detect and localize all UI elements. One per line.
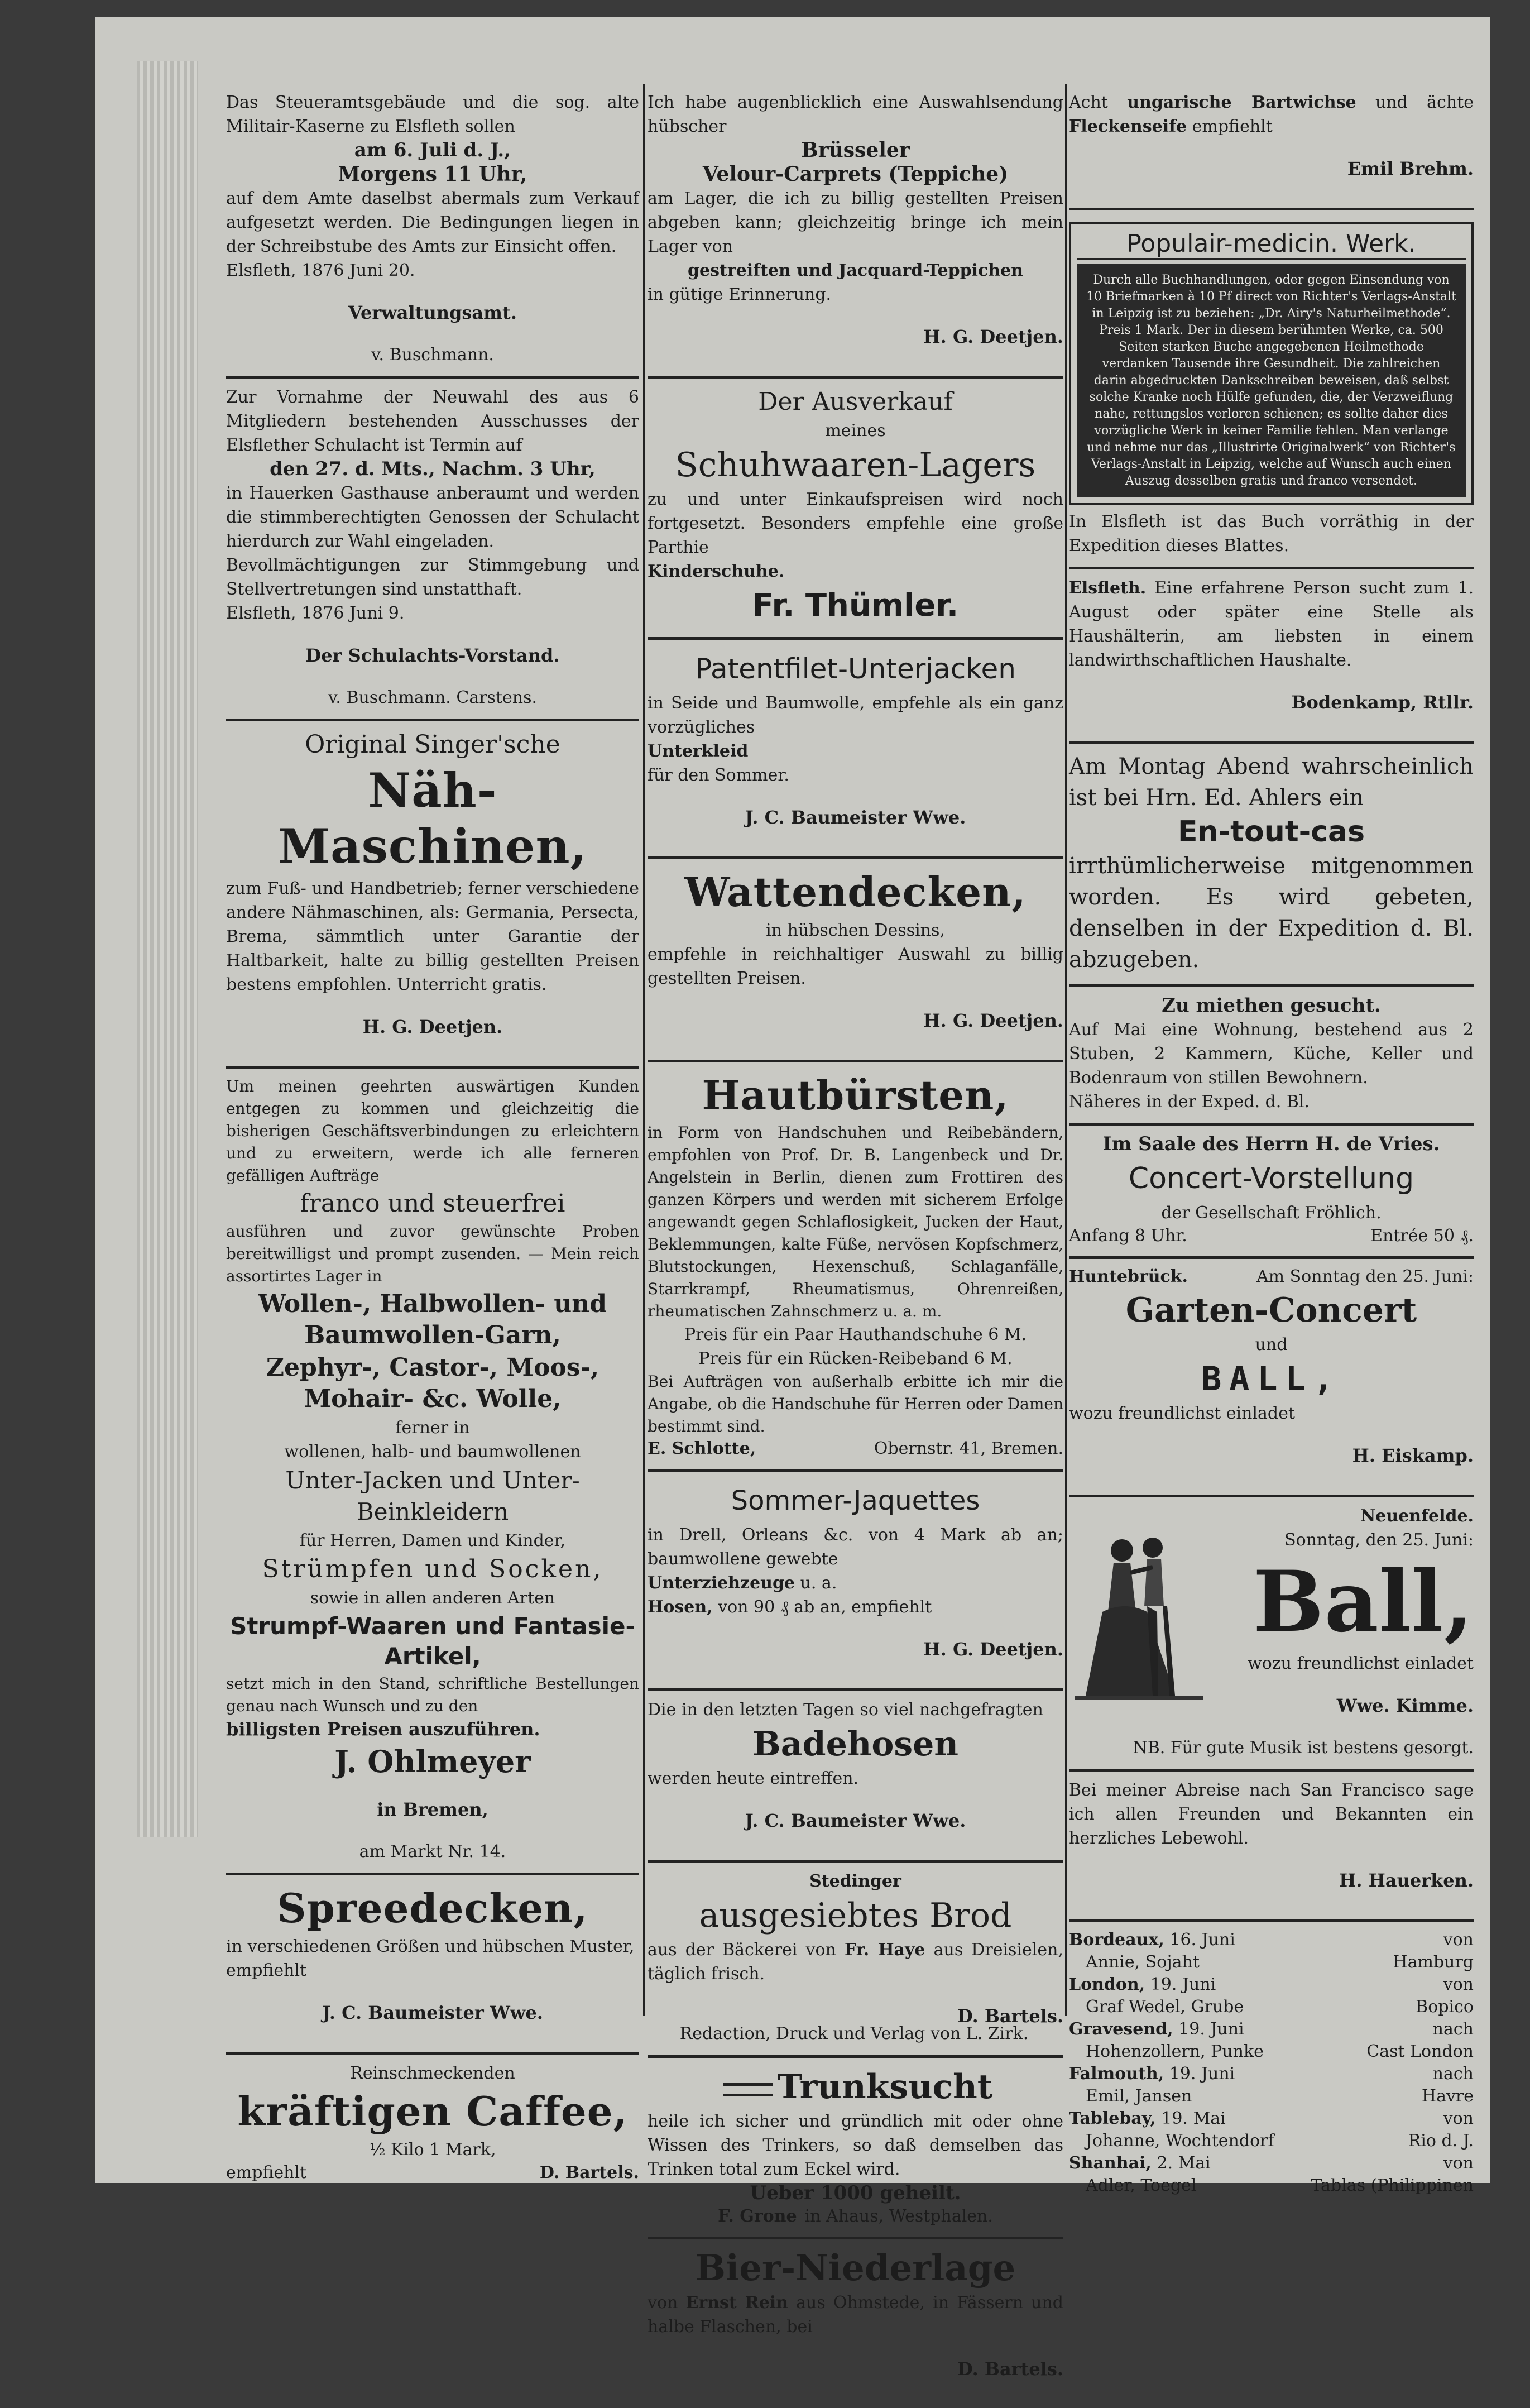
ship-destination: Havre — [1421, 2086, 1474, 2106]
ad-signer: H. Eiskamp. — [1352, 1445, 1474, 1466]
ad-ball-neuenfelde — [1069, 1497, 1474, 1772]
ship-name: Annie, Sojaht — [1086, 1952, 1200, 1972]
ad-title: Ball, — [1253, 1553, 1474, 1651]
ad-price1: Preis für ein Paar Hauthandschuhe 6 M. — [684, 1325, 1027, 1344]
ad-signer: H. G. Deetjen. — [362, 1016, 503, 1037]
ad-ohlmeyer — [226, 1069, 639, 1875]
ad-body: Zur Vornahme der Neuwahl des aus 6 Mitgliedern bestehenden Ausschusses der Elsflether Schulacht ist Termin auf — [226, 387, 639, 455]
ship-direction: von — [1443, 2109, 1474, 2128]
ad-concert-vorstellung — [1069, 1126, 1474, 1259]
ad-wool2: Zephyr-, Castor-, Moos-, Mohair- &c. Wolle, — [266, 1353, 599, 1413]
ad-b2: Velour-Carprets (Teppiche) — [702, 162, 1009, 186]
framed-ad — [1069, 222, 1474, 505]
ad-hosen-line — [648, 1595, 1063, 1619]
ship-direction: von — [1443, 1975, 1474, 1994]
ad-line1: Stedinger — [809, 1871, 901, 1891]
ad-title-row — [648, 2067, 1063, 2107]
ad-title: Näh-Maschinen, — [278, 763, 587, 874]
ad-title: Trunksucht — [777, 2067, 993, 2107]
ad-body: zu und unter Einkaufspreisen wird noch fortgesetzt. Besonders empfehle eine große Parthie — [648, 490, 1063, 557]
ad-body2: Näheres in der Exped. d. Bl. — [1069, 1092, 1310, 1112]
ad-unter: Unterziehzeuge — [648, 1573, 795, 1593]
ship-entry-head — [1069, 2063, 1474, 2085]
ad-body: der Gesellschaft Fröhlich. — [1161, 1203, 1382, 1223]
ad-hautbuersten — [648, 1062, 1063, 1472]
ad-title: Zu miethen gesucht. — [1162, 994, 1381, 1017]
ad-wohnung — [1069, 987, 1474, 1126]
ad-b1: ungarische Bartwichse — [1127, 93, 1356, 112]
ad-naehmaschinen — [226, 721, 639, 1069]
ad-owner: Ernst Rein — [685, 2293, 788, 2313]
ad-sign-row — [648, 1438, 1063, 1460]
ad-address: am Markt Nr. 14. — [359, 1842, 506, 1861]
ship-name: Johanne, Wochtendorf — [1086, 2131, 1274, 2151]
framed-ad-text: Durch alle Buchhandlungen, oder gegen Einsendung von 10 Briefmarken à 10 Pf direct von Richter's Verlags-Anstalt in Leipzig ist zu beziehen: „Dr. Airy's Naturheilmethode“. Preis 1 Mark. Der in diesem berühmten Werke, ca. 500 Seiten starken Buche angegebenen Heilmethode verdanken Tausende ihre Gesundheit. Die zahlreichen darin abgedruckten Dankschreiben beweisen, daß selbst solche Kranke noch Hülfe gefunden, die, der Verzweiflung nahe, rettungslos verloren schienen; es sollte daher dies vorzügliche Werk in keiner Familie fehlen. Man verlange und nehme nur das „Illustrirte Originalwerk“ von Richter's Verlags-Anstalt in Leipzig, welche auf Wunsch auch einen Auszug desselben gratis und franco versendet. — [1077, 264, 1466, 497]
ad-unterjacken — [648, 640, 1063, 859]
column-1 — [226, 84, 639, 2193]
ad-signer: J. C. Baumeister Wwe. — [322, 2002, 543, 2023]
ad-line — [1069, 90, 1474, 138]
dancing-couple-illustration — [1069, 1528, 1208, 1712]
ad-time-row — [1069, 1225, 1474, 1247]
ad-signer: Fr. Thümler. — [752, 587, 959, 624]
ad-body5: sowie in allen anderen Arten — [310, 1588, 555, 1608]
ad-signer2: v. Buschmann. Carstens. — [328, 688, 538, 707]
ad-title: Bier-Niederlage — [695, 2247, 1016, 2289]
ad-entree: Entrée 50 ₰. — [1370, 1226, 1474, 1246]
ad-body3: von 90 ₰ ab an, empfiehlt — [718, 1597, 932, 1617]
ad-sign-row — [648, 2205, 1063, 2228]
ad-body: Die in den letzten Tagen so viel nachgefragten — [648, 1700, 1043, 1720]
ad-body2: und ächte — [1375, 93, 1474, 112]
ad-body2: aus Ohmstede, in Fässern und halbe Flaschen, bei — [648, 2293, 1063, 2337]
ad-line: in hübschen Dessins, — [766, 921, 945, 940]
ad-title: Schuhwaaren-Lagers — [675, 446, 1036, 485]
ad-place: Neuenfelde. — [1360, 1506, 1474, 1526]
ship-entry-detail — [1069, 2130, 1474, 2152]
ad-body2: werden heute eintreffen. — [648, 1769, 859, 1788]
ad-signer: H. Hauerken. — [1339, 1870, 1474, 1891]
ad-medicin-werk — [1069, 210, 1474, 569]
column-rule-2 — [1065, 84, 1067, 2016]
ad-body2: u. a. — [800, 1573, 837, 1593]
framed-ad-title: Populair-medicin. Werk. — [1077, 229, 1466, 260]
ad-body2: Bei Aufträgen von außerhalb erbitte ich mir die Angabe, ob die Handschuhe für Herren oder Damen bestimmt sind. — [648, 1372, 1063, 1435]
ad-ball-text — [1208, 1504, 1474, 1736]
ad-trunksucht — [648, 2058, 1063, 2239]
ad-billig: billigsten Preisen auszuführen. — [226, 1718, 540, 1740]
ad-body: von — [648, 2293, 678, 2313]
page-edge-leaves — [137, 61, 198, 1837]
ad-jacken: Unter-Jacken und Unter-Beinkleidern — [285, 1467, 580, 1525]
ad-body: zum Fuß- und Handbetrieb; ferner verschiedene andere Nähmaschinen, als: Germania, Persecta, Brema, sämmtlich unter Garantie der Haltbarkeit, halte zu billig gestellten Preisen bestens empfohlen. Unterricht gratis. — [226, 879, 639, 994]
ad-wool1: Wollen-, Halbwollen- und Baumwollen-Garn, — [258, 1290, 607, 1349]
ad-body: Ich habe augenblicklich eine Auswahlsendung hübscher — [648, 93, 1063, 136]
ship-entry-head — [1069, 2152, 1474, 2175]
ad-title: ausgesiebtes Brod — [699, 1896, 1012, 1935]
ad-signer: E. Schlotte, — [648, 1439, 756, 1458]
ad-body: Acht — [1069, 93, 1108, 112]
ad-schuhwaaren — [648, 379, 1063, 640]
ship-direction: von — [1443, 1930, 1474, 1950]
ad-bier — [648, 2239, 1063, 2408]
ship-entry-head — [1069, 1929, 1474, 1951]
ad-bakery-line — [648, 1938, 1063, 1986]
ad-date: am 6. Juli d. J., — [354, 139, 511, 161]
ad-signer: J. C. Baumeister Wwe. — [745, 807, 966, 828]
ad-badehosen — [648, 1691, 1063, 1863]
ad-teppiche — [648, 84, 1063, 379]
ad-date: Sonntag, den 25. Juni: — [1284, 1530, 1474, 1550]
ad-time: Morgens 11 Uhr, — [338, 162, 527, 186]
ship-port-date: Bordeaux, 16. Juni — [1069, 1930, 1235, 1950]
ad-body4: für Herren, Damen und Kinder, — [299, 1531, 566, 1550]
ad-body2: in Hauerken Gasthause anberaumt und werden die stimmberechtigten Genossen der Schulacht hierdurch zur Wahl eingeladen. — [226, 483, 639, 551]
ad-body: Bei meiner Abreise nach San Francisco sage ich allen Freunden und Bekannten ein herzliches Lebewohl. — [1069, 1780, 1474, 1848]
ad-title: Concert-Vorstellung — [1128, 1162, 1414, 1195]
ad-signer: D. Bartels. — [539, 2163, 639, 2182]
ad-abschied — [1069, 1772, 1474, 1922]
ad-socks: Strümpfen und Socken, — [262, 1555, 603, 1583]
ad-body: empfehle in reichhaltiger Auswahl zu billig gestellten Preisen. — [648, 945, 1063, 988]
ship-direction: von — [1443, 2153, 1474, 2173]
ad-ball: BALL, — [1201, 1359, 1341, 1399]
ad-body: wozu freundlichst einladet — [1248, 1654, 1474, 1673]
ad-body: in Form von Handschuhen und Reibebändern, empfohlen von Prof. Dr. B. Langenbeck und Dr. Angelstein in Berlin, dienen zum Frottiren des ganzen Körpers und werden mit sicherem Erfolge angewandt gegen Schlaflosigkeit, Jucken der Haut, Beklemmungen, kalte Füße, nervösen Kopfschmerz, Blutstockungen, Hexenschuß, Schlaganfälle, Starrkrampf, Rheumatismus, Ohrenreißen, rheumatischen Zahnschmerz u. a. m. — [648, 1123, 1063, 1320]
ad-body2: irrthümlicherweise mitgenommen worden. Es wird gebeten, denselben in der Expedition d. Bl. abzugeben. — [1069, 853, 1474, 973]
ad-body2: auf dem Amte daselbst abermals zum Verkauf aufgesetzt werden. Die Bedingungen liegen in der Schreibstube des Amts zur Einsicht offen. — [226, 189, 639, 256]
ad-place-date: Elsfleth, 1876 Juni 9. — [226, 604, 405, 623]
ad-signer: H. G. Deetjen. — [923, 326, 1063, 347]
ad-body: Eine erfahrene Person sucht zum 1. August oder später eine Stelle als Haushälterin, am liebsten in einem landwirthschaftlichen Haushalte. — [1069, 578, 1474, 670]
ad-title: Spreedecken, — [277, 1884, 588, 1932]
ad-signer: J. C. Baumeister Wwe. — [745, 1810, 966, 1831]
ad-bartwichse — [1069, 84, 1474, 210]
ship-entry-head — [1069, 2018, 1474, 2041]
ad-owner-line — [648, 2291, 1063, 2339]
ad-garten-concert — [1069, 1259, 1474, 1497]
ad-body: Das Steueramtsgebäude und die sog. alte Militair-Kaserne zu Elsfleth sollen — [226, 93, 639, 136]
ad-franco: franco und steuerfrei — [300, 1189, 565, 1218]
ad-title: Sommer-Jaquettes — [731, 1485, 980, 1516]
ad-line1: Reinschmeckenden — [350, 2064, 515, 2083]
ad-body6: setzt mich in den Stand, schriftliche Bestellungen genau nach Wunsch und zu den — [226, 1674, 639, 1715]
ship-destination: Cast London — [1366, 2042, 1474, 2061]
ship-entry-head — [1069, 1974, 1474, 1996]
ad-empf: empfiehlt — [226, 2163, 307, 2182]
ship-name: Graf Wedel, Grube — [1086, 1997, 1244, 2017]
ad-baker: Fr. Haye — [844, 1940, 925, 1960]
ad-title: En-tout-cas — [1177, 815, 1365, 849]
ship-entry-detail — [1069, 2041, 1474, 2063]
ad-title: Badehosen — [752, 1725, 958, 1764]
ad-hosen: Hosen, — [648, 1597, 713, 1617]
ad-jaquettes — [648, 1472, 1063, 1691]
ad-body3: Bevollmächtigungen zur Stimmgebung und Stellvertretungen sind unstatthaft. — [226, 556, 639, 599]
ad-address: Obernstr. 41, Bremen. — [874, 1439, 1063, 1458]
ad-body: heile ich sicher und gründlich mit oder ohne Wissen des Trinkers, so daß demselben das Trinken total zum Eckel wird. — [648, 2112, 1063, 2179]
ad-ferner: ferner in — [395, 1418, 470, 1438]
ship-entry-detail — [1069, 2175, 1474, 2197]
ad-title: kräftigen Caffee, — [237, 2088, 628, 2135]
ad-sign-row — [226, 2162, 639, 2184]
ad-line2: meines — [825, 421, 886, 441]
imprint-footer: Redaction, Druck und Verlag von L. Zirk. — [679, 2024, 1029, 2043]
column-rule-1 — [643, 84, 645, 2016]
ad-line1: Der Ausverkauf — [758, 387, 953, 416]
ad-und: und — [1255, 1335, 1288, 1354]
ad-body: wozu freundlichst einladet — [1069, 1404, 1295, 1423]
ad-title: Garten-Concert — [1125, 1291, 1417, 1330]
ad-body: Um meinen geehrten auswärtigen Kunden entgegen zu kommen und gleichzeitig die bisherigen Geschäftsverbindungen zu erleichtern und zu erweitern, werde ich alle ferneren gefälligen Aufträge — [226, 1077, 639, 1185]
ad-wattendecken — [648, 859, 1063, 1062]
ad-body: In Elsfleth ist das Buch vorräthig in der Expedition dieses Blattes. — [1069, 512, 1474, 556]
ad-body3: in gütige Erinnerung. — [648, 285, 832, 304]
ad-signer2: v. Buschmann. — [371, 345, 494, 365]
column-3 — [1069, 84, 1474, 2206]
ad-body: Am Montag Abend wahrscheinlich ist bei Hrn. Ed. Ahlers ein — [1069, 754, 1474, 811]
ship-destination: Tablas (Philippinen — [1311, 2176, 1474, 2195]
ship-direction: nach — [1432, 2064, 1474, 2084]
ad-body2: am Lager, die ich zu billig gestellten Preisen abgeben kann; gleichzeitig bringe ich mein Lager von — [648, 189, 1063, 256]
ship-port-date: Tablebay, 19. Mai — [1069, 2109, 1226, 2128]
ad-signer: J. Ohlmeyer — [334, 1744, 531, 1779]
ship-port-date: Falmouth, 19. Juni — [1069, 2064, 1235, 2084]
ad-body2: ausführen und zuvor gewünschte Proben bereitwilligst und prompt zusenden. — Mein reich assortirtes Lager in — [226, 1222, 639, 1285]
ad-body: in Drell, Orleans &c. von 4 Mark ab an; baumwollene gewebte — [648, 1525, 1063, 1569]
ship-name: Hohenzollern, Punke — [1086, 2042, 1264, 2061]
ad-b3: gestreiften und Jacquard-Teppichen — [688, 261, 1023, 280]
ad-signer: H. G. Deetjen. — [923, 1010, 1063, 1031]
ad-address: in Ahaus, Westphalen. — [804, 2206, 993, 2226]
ad-spreedecken — [226, 1875, 639, 2055]
ship-entry-detail — [1069, 1996, 1474, 2018]
ad-haushaelterin — [1069, 569, 1474, 744]
ad-title-bar — [723, 2083, 773, 2096]
ad-title: Hautbürsten, — [702, 1071, 1009, 1119]
ad-line — [1069, 576, 1474, 672]
ad-city: in Bremen, — [377, 1799, 488, 1820]
ad-line1: Original Singer'sche — [305, 730, 560, 759]
ad-date: den 27. d. Mts., Nachm. 3 Uhr, — [270, 458, 596, 480]
ad-signer: F. Grone — [718, 2206, 797, 2226]
ad-b2: Fleckenseife — [1069, 117, 1187, 136]
ad-price: ½ Kilo 1 Mark, — [369, 2140, 496, 2160]
ad-signer: Wwe. Kimme. — [1336, 1695, 1474, 1716]
shipping-news — [1069, 1922, 1474, 2206]
ad-title: Wattendecken, — [684, 868, 1027, 916]
column-2 — [648, 84, 1063, 2408]
ad-line1: Huntebrück. — [1069, 1267, 1188, 1286]
ad-signer: Verwaltungsamt. — [348, 302, 517, 323]
ad-body3: wollenen, halb- und baumwollenen — [284, 1442, 581, 1462]
ship-destination: Rio d. J. — [1408, 2131, 1474, 2151]
ad-caffee — [226, 2055, 639, 2193]
ship-name: Adler, Toegel — [1086, 2176, 1197, 2195]
ad-body: aus der Bäckerei von — [648, 1940, 836, 1960]
ad-note: NB. Für gute Musik ist bestens gesorgt. — [1133, 1738, 1474, 1758]
ship-name: Emil, Jansen — [1086, 2086, 1192, 2106]
ad-body2: aus Dreisielen, täglich frisch. — [648, 1940, 1063, 1984]
ad-date: Am Sonntag den 25. Juni: — [1256, 1267, 1474, 1286]
ship-entry-detail — [1069, 2085, 1474, 2108]
ad-start: Anfang 8 Uhr. — [1069, 1226, 1187, 1246]
ad-kleid: Unterkleid — [648, 741, 749, 761]
ad-signer: Der Schulachts-Vorstand. — [305, 645, 560, 666]
ad-title: Patentfilet-Unterjacken — [695, 653, 1016, 685]
ad-body: in Seide und Baumwolle, empfehle als ein ganz vorzügliches — [648, 693, 1063, 737]
ad-kinder: Kinderschuhe. — [648, 562, 785, 581]
ad-body2: für den Sommer. — [648, 765, 789, 785]
ship-port-date: Shanhai, 2. Mai — [1069, 2153, 1211, 2173]
ad-unter-line — [648, 1571, 1063, 1595]
ad-signer: D. Bartels. — [957, 2358, 1063, 2380]
ship-destination: Bopico — [1416, 1997, 1474, 2017]
ad-price2: Preis für ein Rücken-Reibeband 6 M. — [698, 1349, 1013, 1368]
ad-place: Elsfleth. — [1069, 578, 1147, 598]
ad-en-tout-cas — [1069, 744, 1474, 987]
ad-body: Auf Mai eine Wohnung, bestehend aus 2 Stuben, 2 Kammern, Küche, Keller und Bodenraum von stillen Bewohnern. — [1069, 1020, 1474, 1088]
ship-entry-head — [1069, 2108, 1474, 2130]
ad-signer: Emil Brehm. — [1347, 158, 1474, 179]
ship-port-date: Gravesend, 19. Juni — [1069, 2019, 1244, 2039]
ad-b1: Brüsseler — [801, 138, 910, 162]
ship-destination: Hamburg — [1393, 1952, 1474, 1972]
ad-place-date: Elsfleth, 1876 Juni 20. — [226, 261, 415, 280]
ad-signer: H. G. Deetjen. — [923, 1639, 1063, 1660]
ad-signer: Bodenkamp, Rtllr. — [1291, 692, 1474, 713]
ship-direction: nach — [1432, 2019, 1474, 2039]
ship-entry-detail — [1069, 1951, 1474, 1974]
ship-port-date: London, 19. Juni — [1069, 1975, 1216, 1994]
ad-head-row — [1069, 1266, 1474, 1288]
ad-body: in verschiedenen Größen und hübschen Muster, empfiehlt — [226, 1937, 635, 1980]
ad-ball-row — [1069, 1504, 1474, 1736]
ad-body3: empfiehlt — [1192, 117, 1273, 136]
ad-schulacht — [226, 379, 639, 721]
ad-steueramt — [226, 84, 639, 379]
ad-line1: Im Saale des Herrn H. de Vries. — [1102, 1133, 1440, 1155]
ad-count: Ueber 1000 geheilt. — [750, 2182, 961, 2204]
ad-strumpf: Strumpf-Waaren und Fantasie-Artikel, — [230, 1612, 635, 1670]
ad-signer: D. Bartels. — [957, 2005, 1063, 2027]
